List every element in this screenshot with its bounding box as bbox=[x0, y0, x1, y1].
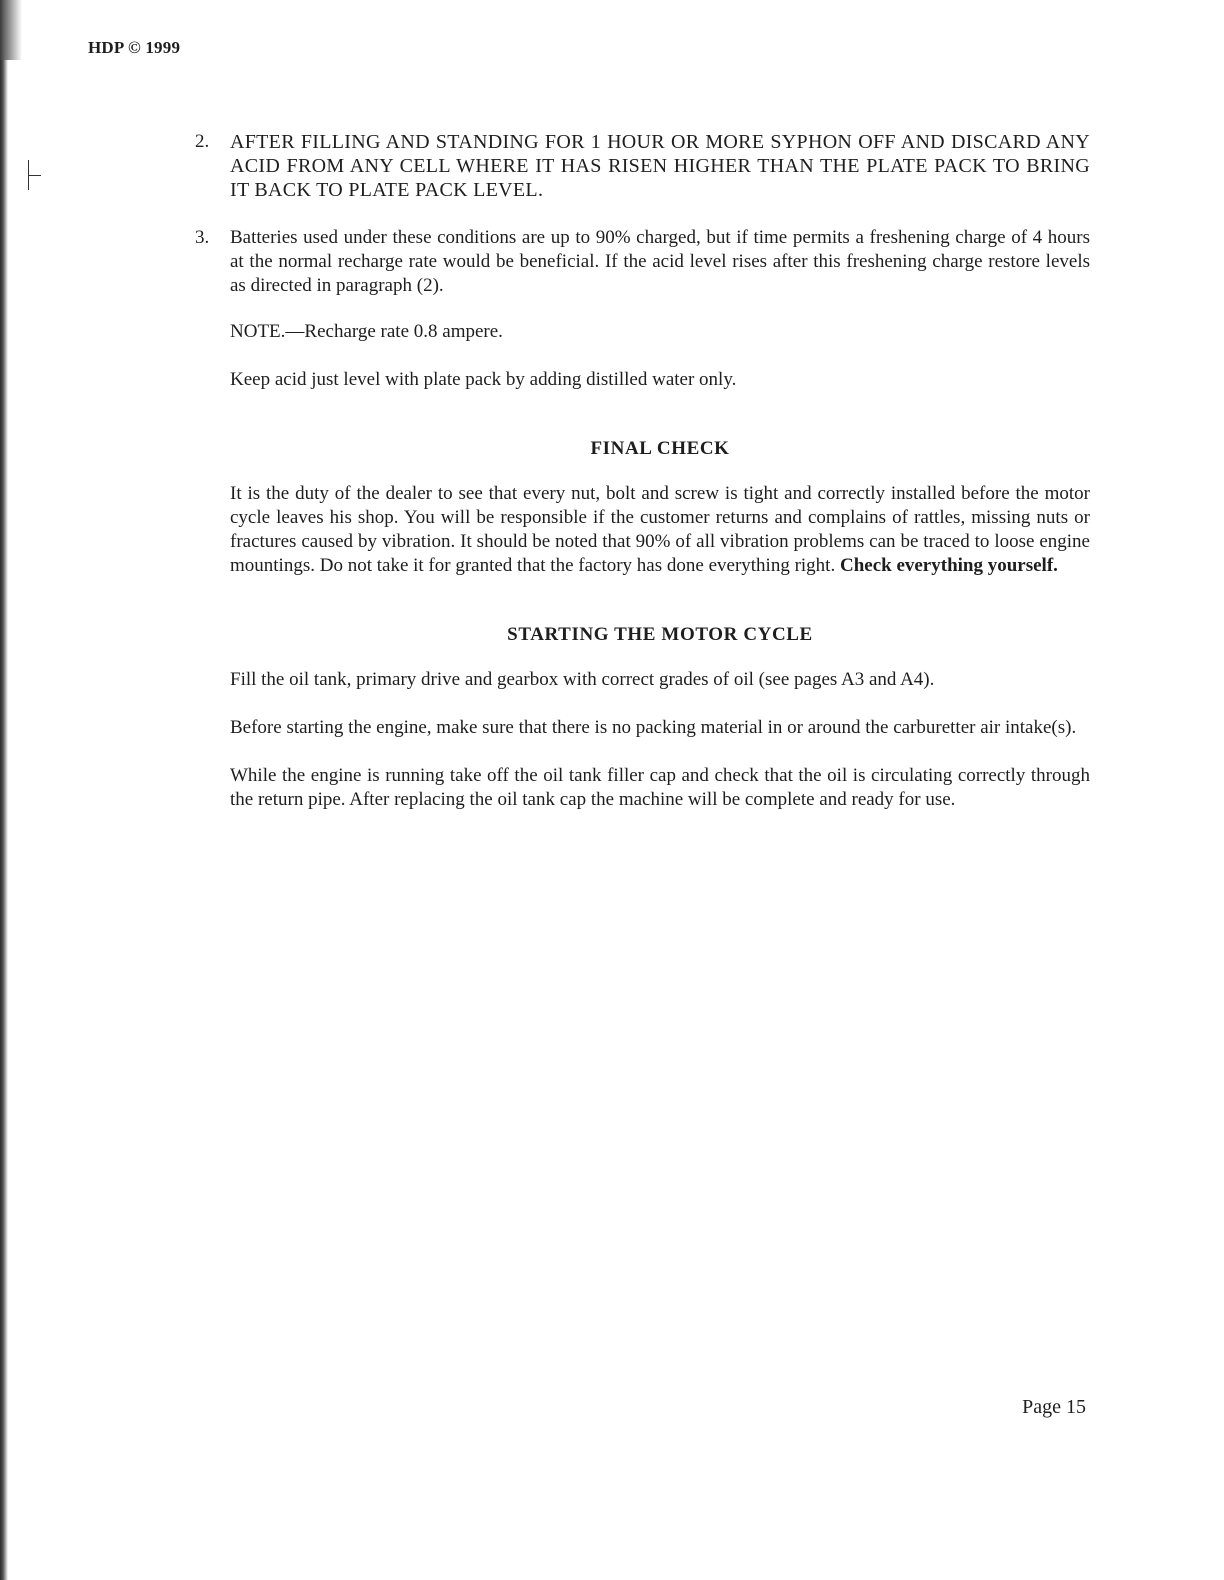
recharge-note: NOTE.—Recharge rate 0.8 ampere. bbox=[230, 321, 503, 342]
final-check-emphasis: Check everything yourself. bbox=[839, 555, 1058, 576]
copyright-stamp: HDP © 1999 bbox=[88, 38, 181, 57]
item-number: 3. bbox=[195, 227, 210, 248]
starting-paragraph-3: While the engine is running take off the oil tank filler cap and check that the oil is circulating correctly through the return pipe. After replacing the oil tank cap the machine will be complete and ready for use. bbox=[230, 765, 1090, 810]
battery-item-2 bbox=[195, 130, 1090, 202]
acid-level-instruction: Keep acid just level with plate pack by adding distilled water only. bbox=[230, 369, 737, 390]
item-number: 2. bbox=[195, 131, 210, 152]
scan-corner-artifact bbox=[0, 0, 30, 60]
page-number: Page 15 bbox=[1022, 1396, 1086, 1418]
starting-heading: STARTING THE MOTOR CYCLE bbox=[507, 624, 813, 645]
battery-item-3 bbox=[195, 226, 1090, 298]
final-check-heading: FINAL CHECK bbox=[590, 438, 730, 459]
scan-edge-artifact bbox=[0, 0, 8, 1580]
final-check-paragraph bbox=[230, 482, 1090, 578]
starting-paragraph-1: Fill the oil tank, primary drive and gearbox with correct grades of oil (see pages A3 and A4). bbox=[230, 669, 935, 690]
starting-paragraph-2: Before starting the engine, make sure that there is no packing material in or around the carburetter air intake(s). bbox=[230, 717, 1077, 738]
page-content bbox=[195, 130, 1090, 812]
final-check-body: It is the duty of the dealer to see that every nut, bolt and screw is tight and correctly installed before the motor cycle leaves his shop. You will be responsible if the customer returns and complains of rattles, missing nuts or fractures caused by vibration. It should be noted that 90% of all vibration problems can be traced to loose engine mountings. Do not take it for granted that the factory has done everything right. bbox=[230, 483, 1090, 576]
scan-margin-mark bbox=[28, 160, 43, 190]
item-text: AFTER FILLING AND STANDING FOR 1 HOUR OR MORE SYPHON OFF AND DISCARD ANY ACID FROM ANY CELL WHERE IT HAS RISEN HIGHER THAN THE PLATE PACK TO BRING IT BACK TO PLATE PACK LEVEL. bbox=[230, 131, 1090, 201]
item-text: Batteries used under these conditions are up to 90% charged, but if time permits a freshening charge of 4 hours at the normal recharge rate would be beneficial. If the acid level rises after this freshening charge restore levels as directed in paragraph (2). bbox=[230, 227, 1090, 296]
